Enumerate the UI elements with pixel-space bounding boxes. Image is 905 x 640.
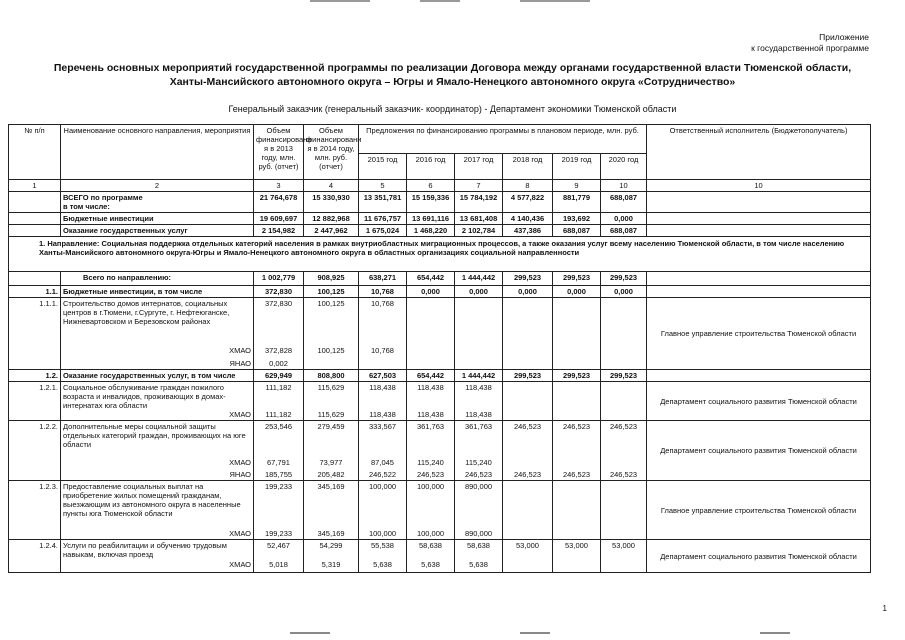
state-services-row: Оказание государственных услуг 2 154,982 2 447,962 1 675,024 1 468,220 2 102,784 437,386 688,087 688,087 (9, 225, 871, 237)
header-year: 2019 год (553, 154, 601, 180)
responsible-executor: Главное управление строительства Тюменской области (647, 298, 871, 370)
row-label: Дополнительные меры социальной защиты отдельных категорий граждан, проживающих на юге области ХМАО ЯНАО (61, 421, 254, 481)
item-1-2-3-row: 1.2.3. Предоставление социальных выплат на приобретение жилых помещений гражданам, выезжающим из автономного округа в населенные пункты юга Тюменской области ХМАО 199,233 199,233 345,169 345,169 100,000 100,000 100,000 100,000 890,000 890,000 Главное управление строительства Тюменской области (9, 481, 871, 540)
row-label: Бюджетные инвестиции, в том числе (61, 286, 254, 298)
item-1-2-4-row: 1.2.4. Услуги по реабилитации и обучению трудовым навыкам, включая проезд ХМАО 52,467 5,018 54,299 5,319 55,538 5,638 58,638 5,638 58,638 5,638 53,000 53,000 53,000 Департамент социального развития Тюменской области (9, 540, 871, 573)
col-number: 6 (407, 180, 455, 192)
header-year: 2015 год (359, 154, 407, 180)
header-year: 2018 год (503, 154, 553, 180)
title-line-2: Ханты-Мансийского автономного округа – Югры и Ямало-Ненецкого автономного округа «Сотрудничество» (169, 76, 736, 88)
row-label: Всего по направлению: (61, 272, 254, 286)
appendix-line-2: к государственной программе (751, 43, 869, 53)
col-number: 10 (601, 180, 647, 192)
col-number: 4 (304, 180, 359, 192)
direction-row (9, 237, 871, 272)
col-number: 3 (254, 180, 304, 192)
appendix-line-1: Приложение (819, 32, 869, 42)
row-number: 1.2.1. (9, 382, 61, 421)
row-label: ВСЕГО по программе в том числе: (61, 192, 254, 213)
header-name: Наименование основного направления, мероприятия (61, 125, 254, 180)
table-header-row (9, 125, 871, 154)
responsible-executor: Главное управление строительства Тюменской области (647, 481, 871, 540)
row-number: 1.2.2. (9, 421, 61, 481)
row-label: Предоставление социальных выплат на приобретение жилых помещений гражданам, выезжающим из автономного округа в населенные пункты юга Тюменской области ХМАО (61, 481, 254, 540)
column-numbering-row (9, 180, 871, 192)
section-1-2-row: 1.2. Оказание государственных услуг, в том числе 629,949 808,800 627,503 654,442 1 444,442 299,523 299,523 299,523 (9, 370, 871, 382)
total-program-row: ВСЕГО по программе в том числе: 21 764,678 15 330,930 13 351,781 15 159,336 15 784,192 4 577,822 881,779 688,087 (9, 192, 871, 213)
header-vol-2013: Объем финансировани я в 2013 году, млн. руб. (отчет) (254, 125, 304, 180)
responsible-executor: Департамент социального развития Тюменской области (647, 421, 871, 481)
header-num: № п/п (9, 125, 61, 180)
responsible-executor: Департамент социального развития Тюменской области (647, 382, 871, 421)
row-label: Строительство домов интернатов, социальных центров в г.Тюмени, г.Сургуте, г. Нефтеюганске, Нижневартовском и Березовском районах ХМАО ЯНАО (61, 298, 254, 370)
program-measures-table (8, 124, 871, 573)
col-number: 5 (359, 180, 407, 192)
direction-text: 1. Направление: Социальная поддержка отдельных категорий населения в рамках внутриобластных миграционных процессов, а также оказания услуг всему населению Тюменской области, в том числе населению Ханты-Мансийского автономного округа-Югры и Ямало-Ненецкого автономного округа в областных организациях социальной направленности (9, 237, 871, 272)
item-1-1-1-row: 1.1.1. Строительство домов интернатов, социальных центров в г.Тюмени, г.Сургуте, г. Нефтеюганске, Нижневартовском и Березовском районах ХМАО ЯНАО 372,830 372,828 0,002 100,125 100,125 10,768 10,768 Главное управление строительства Тюменской области (9, 298, 871, 370)
scan-bottom-marks (0, 632, 905, 636)
header-year: 2020 год (601, 154, 647, 180)
header-vol-2014: Объем финансировани я в 2014 году, млн. руб. (отчет) (304, 125, 359, 180)
col-number: 7 (455, 180, 503, 192)
item-1-2-2-row: 1.2.2. Дополнительные меры социальной защиты отдельных категорий граждан, проживающих на юге области ХМАО ЯНАО 253,546 67,791 185,755 279,459 73,977 205,482 333,567 87,045 246,522 361,763 115,240 246,523 361,763 115,240 246,523 246,523 246,523 246,523 246,523 246,523 246,523 Департамент социального развития Тюменской области (9, 421, 871, 481)
row-number: 1.1.1. (9, 298, 61, 370)
row-label: Услуги по реабилитации и обучению трудовым навыкам, включая проезд ХМАО (61, 540, 254, 573)
header-responsible: Ответственный исполнитель (Бюджетополучатель) (647, 125, 871, 180)
responsible-executor: Департамент социального развития Тюменской области (647, 540, 871, 573)
page-number: 1 (882, 604, 887, 613)
direction-total-row: Всего по направлению: 1 002,779 908,925 638,271 654,442 1 444,442 299,523 299,523 299,523 (9, 272, 871, 286)
scan-top-marks (0, 0, 905, 3)
budget-investments-row: Бюджетные инвестиции 19 609,697 12 882,968 11 676,757 13 691,116 13 681,408 4 140,436 193,692 0,000 (9, 213, 871, 225)
header-year: 2017 год (455, 154, 503, 180)
row-number: 1.2. (9, 370, 61, 382)
appendix-note (751, 32, 869, 54)
document-title (10, 61, 895, 89)
section-1-1-row: 1.1. Бюджетные инвестиции, в том числе 372,830 100,125 10,768 0,000 0,000 0,000 0,000 0,000 (9, 286, 871, 298)
row-number: 1.2.4. (9, 540, 61, 573)
row-label: Оказание государственных услуг, в том числе (61, 370, 254, 382)
row-number: 1.2.3. (9, 481, 61, 540)
header-year: 2016 год (407, 154, 455, 180)
col-number: 10 (647, 180, 871, 192)
col-number: 8 (503, 180, 553, 192)
row-label: Бюджетные инвестиции (61, 213, 254, 225)
row-number: 1.1. (9, 286, 61, 298)
row-label: Социальное обслуживание граждан пожилого возраста и инвалидов, проживающих в домах-интернатах юга области ХМАО (61, 382, 254, 421)
item-1-2-1-row: 1.2.1. Социальное обслуживание граждан пожилого возраста и инвалидов, проживающих в домах-интернатах юга области ХМАО 111,182 111,182 115,629 115,629 118,438 118,438 118,438 118,438 118,438 118,438 Департамент социального развития Тюменской области (9, 382, 871, 421)
row-label: Оказание государственных услуг (61, 225, 254, 237)
general-customer: Генеральный заказчик (генеральный заказчик- координатор) - Департамент экономики Тюменской области (228, 104, 677, 114)
col-number: 2 (61, 180, 254, 192)
col-number: 9 (553, 180, 601, 192)
header-proposals: Предложения по финансированию программы в плановом периоде, млн. руб. (359, 125, 647, 154)
title-line-1: Перечень основных мероприятий государственной программы по реализации Договора между органами государственной власти Тюменской области, (53, 62, 852, 74)
col-number: 1 (9, 180, 61, 192)
